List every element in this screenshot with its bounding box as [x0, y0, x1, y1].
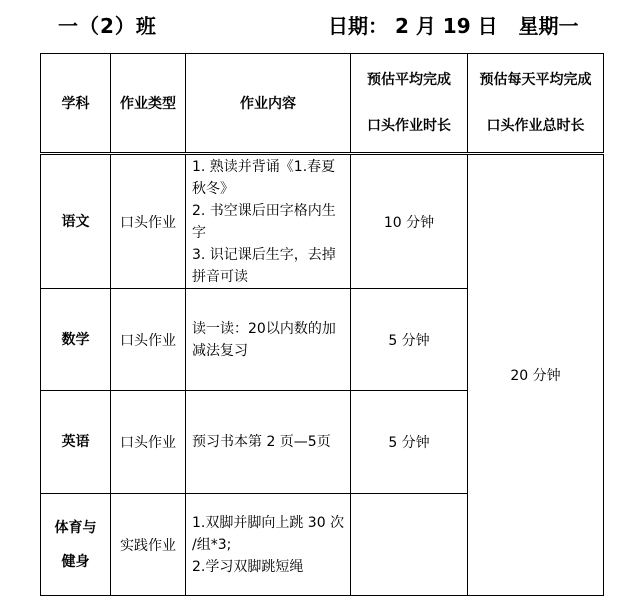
date-weekday: 日期： 2 月 19 日 星期一	[328, 14, 579, 38]
type-cell: 口头作业	[111, 154, 186, 289]
class-title: 一（2）班	[58, 14, 157, 38]
content-line: 2. 书空课后田字格内生	[192, 202, 336, 219]
header-avg-time-line: 口头作业时长	[367, 118, 451, 134]
type-cell: 实践作业	[111, 494, 186, 596]
subject-cell: 数学	[41, 289, 111, 391]
subject-cell	[41, 494, 111, 596]
table-row	[41, 154, 604, 289]
header-content: 作业内容	[186, 54, 351, 154]
content-line: 秋冬》	[192, 180, 234, 197]
table-header-row	[41, 54, 604, 154]
content-line: 拼音可读	[192, 268, 248, 285]
subject-line: 体育与	[54, 519, 97, 536]
content-cell	[186, 494, 351, 596]
subject-cell: 语文	[41, 154, 111, 289]
time-cell: 5 分钟	[351, 289, 468, 391]
content-line: 字	[192, 224, 206, 241]
content-line: 1. 熟读并背诵《1.春夏	[192, 158, 336, 175]
content-cell	[186, 154, 351, 289]
time-cell	[351, 494, 468, 596]
time-cell: 10 分钟	[351, 154, 468, 289]
content-cell	[186, 289, 351, 391]
content-line: 预习书本第 2 页—5页	[192, 434, 331, 450]
header-avg-time-line: 预估平均完成	[367, 72, 451, 88]
daily-total-cell: 20 分钟	[468, 154, 604, 596]
homework-table	[40, 53, 604, 596]
header-daily-total	[468, 54, 604, 154]
subject-line: 健身	[61, 553, 90, 570]
header-daily-total-line: 口头作业总时长	[486, 118, 585, 134]
content-cell	[186, 391, 351, 494]
header-subject: 学科	[41, 54, 111, 154]
type-cell: 口头作业	[111, 289, 186, 391]
type-cell: 口头作业	[111, 391, 186, 494]
time-cell: 5 分钟	[351, 391, 468, 494]
content-line: 2.学习双脚跳短绳	[192, 558, 304, 575]
content-line: 1.双脚并脚向上跳 30 次	[192, 514, 345, 531]
content-line: /组*3;	[192, 536, 232, 553]
header-daily-total-line: 预估每天平均完成	[479, 72, 592, 88]
subject-cell: 英语	[41, 391, 111, 494]
header-avg-time	[351, 54, 468, 154]
content-line: 读一读：20以内数的加	[192, 320, 336, 337]
header-type: 作业类型	[111, 54, 186, 154]
content-line: 减法复习	[192, 342, 248, 359]
content-line: 3. 识记课后生字，去掉	[192, 246, 336, 263]
